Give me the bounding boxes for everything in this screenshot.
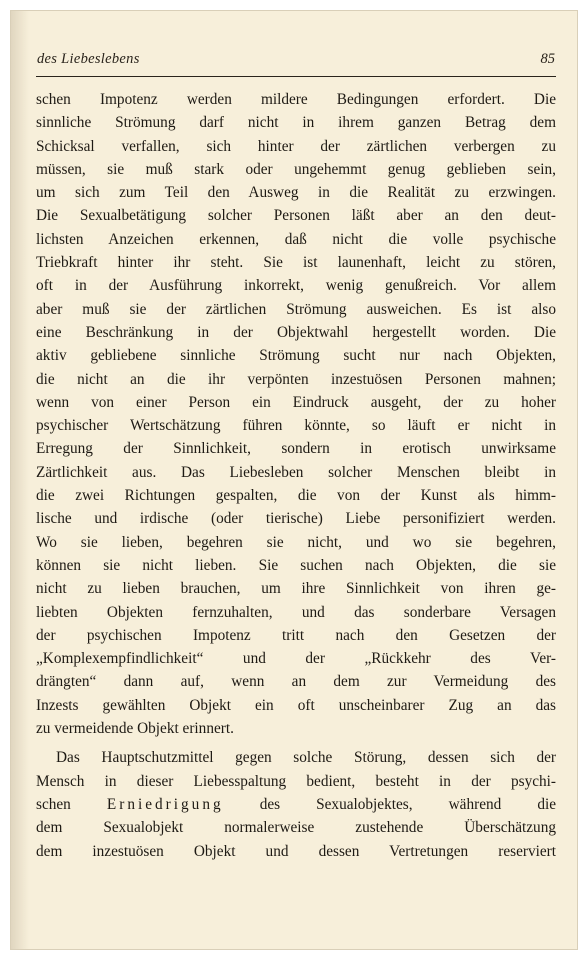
text-line: drängten“ dann auf, wenn an dem zur Vermeidung des — [36, 673, 556, 691]
text-fragment: schen — [36, 795, 71, 813]
text-line: Zärtlichkeit aus. Das Liebesleben solcher Menschen bleibt in — [36, 463, 556, 481]
text-line: Die Sexualbetätigung solcher Personen läßt aber an den deut- — [36, 207, 556, 225]
text-line-with-emphasis — [36, 793, 556, 816]
text-line: dem inzestuösen Objekt und dessen Vertretungen reserviert — [36, 842, 556, 860]
text-line: aber muß sie der zärtlichen Strömung ausweichen. Es ist also — [36, 300, 556, 318]
text-line: wenn von einer Person ein Eindruck ausgeht, der zu hoher — [36, 393, 556, 411]
text-line: psychischer Wertschätzung führen könnte, so läuft er nicht in — [36, 417, 556, 435]
text-line: Triebkraft hinter ihr steht. Sie ist launenhaft, leicht zu stören, — [36, 254, 556, 272]
text-line: Das Hauptschutzmittel gegen solche Störung, dessen sich der — [56, 749, 556, 767]
text-line: Inzests gewählten Objekt ein oft unscheinbarer Zug an das — [36, 696, 556, 714]
text-line: nicht zu lieben brauchen, um ihre Sinnlichkeit von ihren ge- — [36, 580, 556, 598]
text-line: die nicht an die ihr verpönten inzestuösen Personen mahnen; — [36, 370, 556, 388]
text-line: dem Sexualobjekt normalerweise zustehende Überschätzung — [36, 819, 556, 837]
text-line: Mensch in dieser Liebesspaltung bedient, besteht in der psychi- — [36, 772, 556, 790]
text-line: schen Impotenz werden mildere Bedingungen erfordert. Die — [36, 91, 556, 108]
text-line: können sie nicht lieben. Sie suchen nach Objekten, die sie — [36, 556, 556, 574]
text-line: eine Beschränkung in der Objektwahl hergestellt worden. Die — [36, 323, 556, 341]
text-line: „Komplexempfindlichkeit“ und der „Rückkehr des Ver- — [36, 650, 556, 668]
text-line: um sich zum Teil den Ausweg in die Realität zu erzwingen. — [36, 184, 556, 202]
header-rule — [36, 76, 556, 77]
running-header — [37, 51, 555, 73]
text-fragment: des Sexualobjektes, während die — [259, 795, 557, 813]
text-line: liebten Objekten fernzuhalten, und das sonderbare Versagen — [36, 603, 556, 621]
text-line: aktiv gebliebene sinnliche Strömung sucht nur nach Objekten, — [36, 347, 556, 365]
paragraph-1 — [36, 88, 556, 740]
text-line: Schicksal verfallen, sich hinter der zärtlichen verbergen zu — [36, 137, 556, 155]
text-line: oft in der Ausführung inkorrekt, wenig genußreich. Vor allem — [36, 277, 556, 295]
emphasized-word: Erniedrigung — [106, 795, 224, 813]
text-line: der psychischen Impotenz tritt nach den Gesetzen der — [36, 626, 556, 644]
text-line: lische und irdische (oder tierische) Liebe personifiziert werden. — [36, 510, 556, 528]
text-line: die zwei Richtungen gespalten, die von der Kunst als himm- — [36, 487, 556, 505]
paragraph-2 — [36, 746, 556, 862]
body-text — [36, 88, 556, 863]
text-line: Wo sie lieben, begehren sie nicht, und wo sie begehren, — [36, 533, 556, 551]
running-title: des Liebeslebens — [37, 51, 140, 67]
text-line: zu vermeidende Objekt erinnert. — [36, 720, 234, 738]
text-line: Erregung der Sinnlichkeit, sondern in erotisch unwirksame — [36, 440, 556, 458]
text-line: sinnliche Strömung darf nicht in ihrem ganzen Betrag dem — [36, 114, 556, 132]
text-line: lichsten Anzeichen erkennen, daß nicht die volle psychische — [36, 230, 556, 248]
page-number: 85 — [540, 51, 555, 67]
text-line: müssen, sie muß stark oder ungehemmt genug geblieben sein, — [36, 160, 556, 178]
